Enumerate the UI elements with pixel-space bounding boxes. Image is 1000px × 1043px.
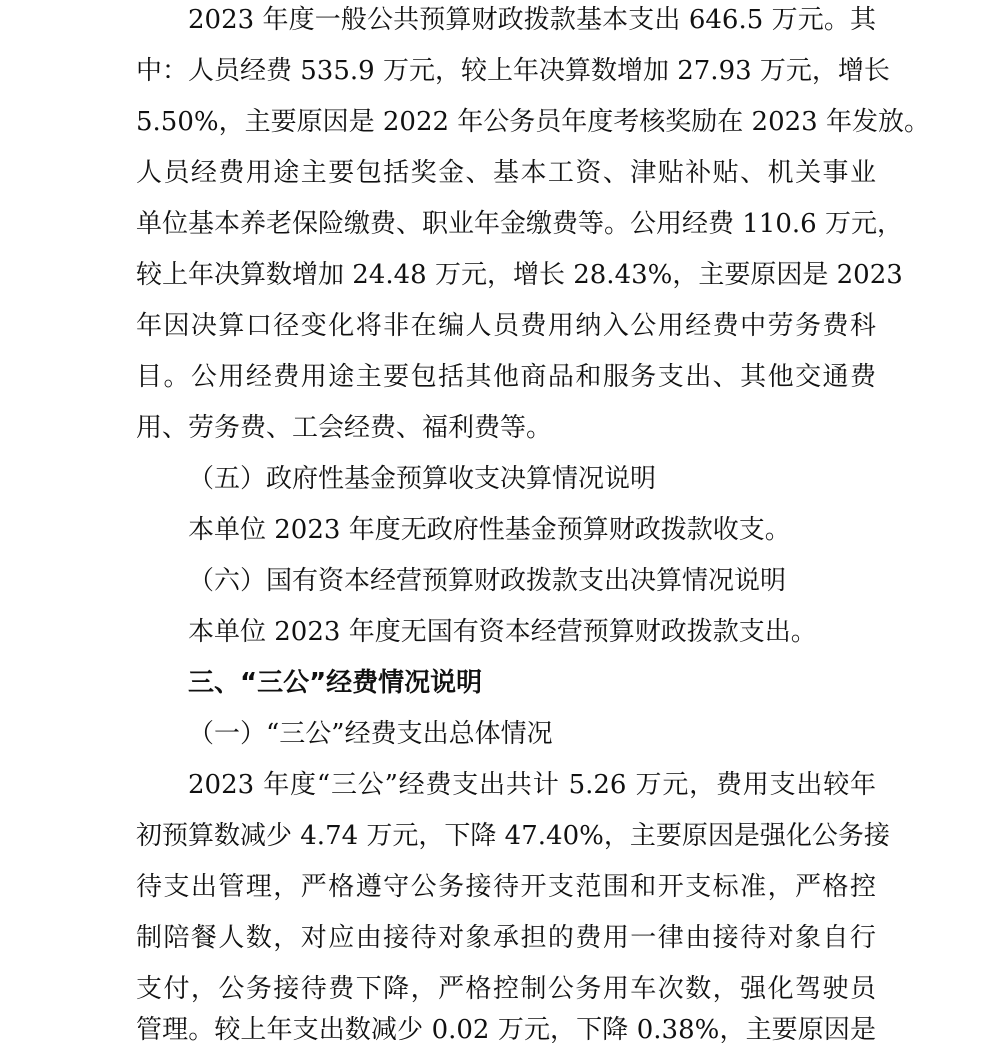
paragraph-line: 单位基本养老保险缴费、职业年金缴费等。公用经费 110.6 万元， <box>136 209 903 239</box>
paragraph-line: 人员经费用途主要包括奖金、基本工资、津贴补贴、机关事业 <box>136 158 876 188</box>
paragraph-line: 目。公用经费用途主要包括其他商品和服务支出、其他交通费 <box>136 362 876 392</box>
section-heading: （一）“三公”经费支出总体情况 <box>188 719 553 749</box>
paragraph-line: 中：人员经费 535.9 万元，较上年决算数增加 27.93 万元，增长 <box>136 56 890 86</box>
paragraph-line: 2023 年度一般公共预算财政拨款基本支出 646.5 万元。其 <box>188 5 876 35</box>
paragraph-line: 制陪餐人数，对应由接待对象承担的费用一律由接待对象自行 <box>136 923 876 953</box>
paragraph-line: 管理。较上年支出数减少 0.02 万元，下降 0.38%，主要原因是 <box>136 1015 876 1043</box>
paragraph-line: 用、劳务费、工会经费、福利费等。 <box>136 413 553 443</box>
section-heading: （六）国有资本经营预算财政拨款支出决算情况说明 <box>188 566 787 596</box>
paragraph-line: 较上年决算数增加 24.48 万元，增长 28.43%，主要原因是 2023 <box>136 260 903 290</box>
paragraph-line: 初预算数减少 4.74 万元，下降 47.40%，主要原因是强化公务接 <box>136 821 890 851</box>
chapter-heading: 三、“三公”经费情况说明 <box>188 668 483 698</box>
paragraph-line: 本单位 2023 年度无政府性基金预算财政拨款收支。 <box>188 515 791 545</box>
paragraph-line: 年因决算口径变化将非在编人员费用纳入公用经费中劳务费科 <box>136 311 876 341</box>
paragraph-line: 本单位 2023 年度无国有资本经营预算财政拨款支出。 <box>188 617 817 647</box>
paragraph-line: 支付，公务接待费下降，严格控制公务用车次数，强化驾驶员 <box>136 974 876 1004</box>
paragraph-line: 2023 年度“三公”经费支出共计 5.26 万元，费用支出较年 <box>188 770 876 800</box>
section-heading: （五）政府性基金预算收支决算情况说明 <box>188 464 657 494</box>
paragraph-line: 5.50%，主要原因是 2022 年公务员年度考核奖励在 2023 年发放。 <box>136 107 930 137</box>
paragraph-line: 待支出管理，严格遵守公务接待开支范围和开支标准，严格控 <box>136 872 876 902</box>
